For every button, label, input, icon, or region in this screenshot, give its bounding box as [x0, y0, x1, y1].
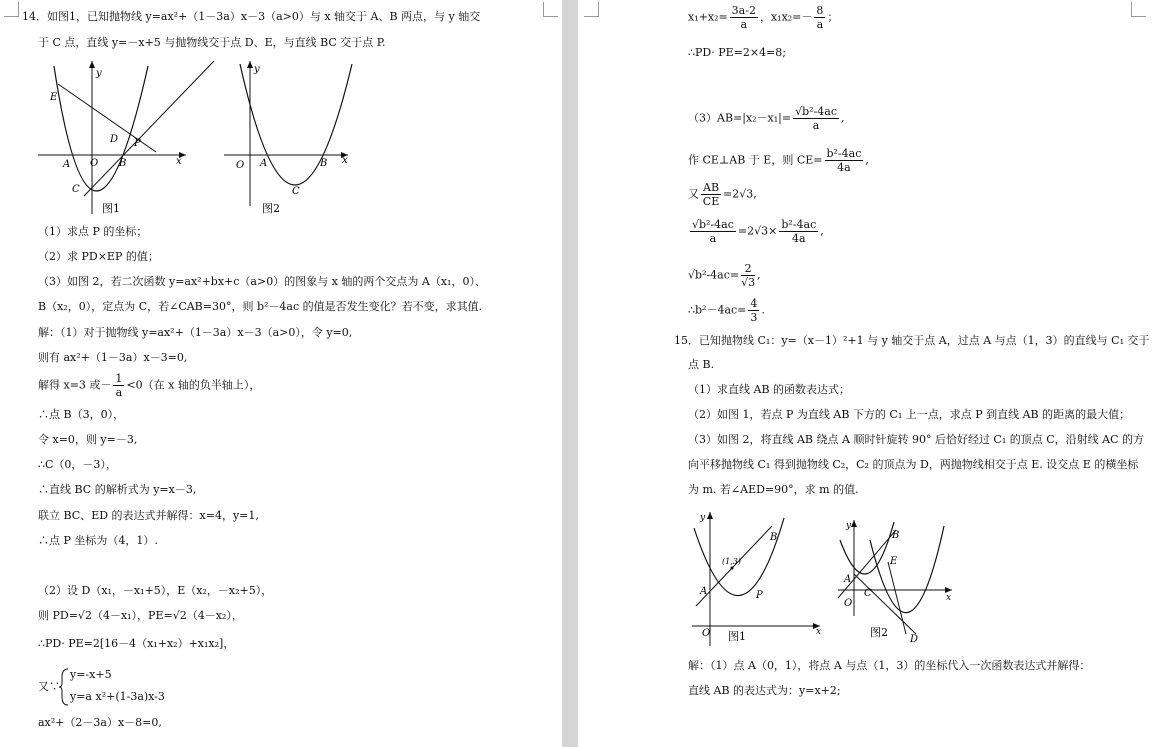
fig1-label: A	[63, 159, 71, 170]
solution-line: ∴点 P 坐标为（4，1）.	[38, 534, 158, 547]
numerator: √b²-4ac	[692, 218, 734, 231]
solution-line: 又∵	[38, 680, 60, 693]
figure-2	[222, 56, 362, 216]
q14-sub3a: （3）如图 2，若二次函数 y=ax²+bx+c（a>0）的图象与 x 轴的两个交点为 A（x₁，0）、	[38, 275, 486, 288]
fig1-label: y	[96, 68, 102, 79]
q15-sub3a: （3）如图 2，将直线 AB 绕点 A 顺时针旋转 90° 后恰好经过 C₁ 的顶点 C，沿射线 AC 的方	[688, 433, 1145, 446]
fig2-label: A	[260, 158, 268, 169]
numerator: 2	[741, 262, 755, 276]
denominator: 3	[750, 311, 758, 324]
fig1-label: x	[176, 156, 182, 167]
solution-line: ax²+（2－3a）x－8=0,	[38, 716, 162, 729]
q14-sub2: （2）求 PD×EP 的值；	[38, 250, 159, 263]
q15-line1: 15．已知抛物线 C₁：y=（x－1）²+1 与 y 轴交于点 A，过点 A 与点（1，3）的直线与 C₁ 交于	[674, 334, 1150, 347]
solution-line: ∴C（0，－3），	[38, 458, 117, 471]
figure-q15-1	[688, 508, 828, 648]
crop-mark	[543, 2, 558, 17]
answer-line	[688, 105, 845, 132]
q15-sub3b: 向平移抛物线 C₁ 得到抛物线 C₂，C₂ 的顶点为 D，两抛物线相交于点 E. 设交点 E 的横坐标	[688, 458, 1139, 471]
answer-line: 解：（1）点 A（0，1），将点 A 与点（1，3）的坐标代入一次函数表达式并解得：	[688, 659, 1091, 672]
text-run: =2√3×	[737, 224, 778, 238]
numerator: b²-4ac	[781, 218, 817, 231]
page-left	[0, 0, 562, 747]
q14-sub1: （1）求点 P 的坐标；	[38, 225, 148, 238]
solution-line: （2）设 D（x₁，－x₁+5），E（x₂，－x₂+5），	[38, 584, 273, 597]
numerator: b²-4ac	[826, 147, 862, 160]
q15-line2: 点 B.	[688, 358, 715, 371]
fig4-label: E	[890, 556, 898, 567]
solution-line: ∴直线 BC 的解析式为 y=x－3,	[38, 483, 197, 496]
fraction	[730, 4, 758, 31]
denominator: a	[816, 18, 824, 31]
answer-line	[688, 218, 824, 245]
crop-mark	[1131, 2, 1146, 17]
q15-sub3c: 为 m. 若∠AED=90°，求 m 的值.	[688, 483, 859, 496]
fig3-label: B	[770, 532, 778, 543]
fig1-label: E	[50, 92, 58, 103]
text-run: √b²-4ac=	[688, 268, 740, 282]
fig4-label: y	[846, 521, 852, 531]
solution-line: 则 PD=√2（4－x₁），PE=√2（4－x₂），	[38, 609, 243, 622]
text-run: 解得 x=3 或－	[38, 378, 112, 392]
text-run: ；	[827, 10, 839, 24]
figure-1	[36, 56, 226, 216]
fraction	[113, 372, 124, 399]
text-run: =2√3,	[723, 187, 757, 201]
fraction	[814, 4, 825, 31]
numerator: 4	[750, 297, 758, 310]
text-run: ,	[820, 224, 824, 238]
answer-line	[688, 262, 761, 289]
fraction	[825, 147, 864, 174]
answer-line	[688, 4, 838, 31]
q15-sub2: （2）如图 1，若点 P 为直线 AB 下方的 C₁ 上一点，求点 P 到直线 AB 的距离的最大值；	[688, 408, 1131, 421]
text-run: （3）AB=|x₂－x₁|=	[688, 111, 792, 125]
fig2-label: O	[236, 160, 245, 171]
fraction	[690, 218, 736, 245]
solution-line: ∴PD· PE=2[16－4（x₁+x₂）+x₁x₂]，	[38, 637, 235, 650]
denominator: a	[740, 18, 748, 31]
denominator: √3	[741, 276, 756, 289]
q14-line2: 于 C 点，直线 y=－x+5 与抛物线交于点 D、E，与直线 BC 交于点 P.	[38, 36, 386, 49]
crop-mark	[4, 2, 19, 17]
fig4-caption: 图2	[870, 626, 888, 639]
denominator: a	[709, 232, 717, 245]
fig2-label: C	[292, 186, 300, 197]
numerator: √b²-4ac	[795, 105, 838, 118]
fig2-label: y	[254, 64, 260, 75]
text-run: ，x₁x₂=－	[759, 10, 813, 24]
answer-line	[688, 297, 765, 324]
fig1-label: C	[72, 184, 80, 195]
q14-line1: 14．如图1，已知抛物线 y=ax²+（1－3a）x－3（a>0）与 x 轴交于 A、B 两点，与 y 轴交	[22, 10, 481, 23]
answer-line: ∴PD· PE=2×4=8;	[688, 46, 786, 59]
fig3-label: A	[700, 586, 708, 597]
fig1-label: D	[110, 134, 119, 145]
fig1-label: P	[134, 138, 141, 149]
denominator: 4a	[792, 232, 806, 245]
brace-icon	[58, 667, 70, 707]
denominator: CE	[702, 195, 720, 208]
fig3-label: P	[756, 590, 763, 601]
fig3-label: y	[700, 513, 706, 523]
fraction	[779, 218, 818, 245]
solution-line: 令 x=0，则 y=－3,	[38, 433, 138, 446]
fraction	[748, 297, 759, 324]
text-run: 又	[688, 187, 699, 201]
solution-line: 则有 ax²+（1－3a）x－3=0,	[38, 351, 188, 364]
fig3-label: x	[816, 627, 822, 637]
fig4-label: C	[864, 588, 872, 599]
page-gutter	[562, 0, 578, 747]
fig3-label: (1,3)	[722, 557, 741, 566]
text-run: ,	[841, 111, 845, 125]
denominator: a	[115, 386, 123, 399]
answer-line	[688, 147, 869, 174]
fig2-label: B	[320, 158, 328, 169]
text-run: 作 CE⊥AB 于 E，则 CE=	[688, 153, 823, 167]
numerator: AB	[703, 181, 720, 194]
solution-line: 解：（1）对于抛物线 y=ax²+（1－3a）x－3（a>0），令 y=0,	[38, 326, 353, 339]
denominator: 4a	[837, 161, 851, 174]
fraction	[741, 262, 755, 289]
figure-q15-2	[834, 516, 964, 648]
fig1-label: B	[119, 158, 127, 169]
text-run: ,	[865, 153, 869, 167]
fig3-caption: 图1	[728, 630, 746, 643]
text-run: ,	[757, 268, 761, 282]
answer-line	[688, 181, 757, 208]
q14-sub3b: B（x₂，0），定点为 C，若∠CAB=30°，则 b²－4ac 的值是否发生变化？若不变，求其值.	[38, 300, 483, 313]
fig2-label: x	[342, 155, 348, 166]
page-right	[578, 0, 1152, 747]
fig4-label: O	[844, 598, 853, 609]
fig4-label: B	[892, 530, 900, 541]
fraction	[793, 105, 839, 132]
fig4-label: D	[910, 634, 919, 645]
fraction	[701, 181, 721, 208]
fig2-caption: 图2	[262, 202, 280, 215]
fig3-label: O	[702, 628, 711, 639]
text-run: .	[761, 303, 765, 317]
fig4-label: A	[844, 574, 852, 585]
system-eq2: y=a x²+(1-3a)x-3	[70, 690, 165, 703]
system-eq1: y=-x+5	[70, 668, 112, 681]
solution-line	[38, 372, 260, 399]
q15-sub1: （1）求直线 AB 的函数表达式；	[688, 383, 851, 396]
numerator: 3a-2	[731, 4, 756, 17]
numerator: 8	[816, 4, 824, 17]
text-run: ∴b²－4ac=	[688, 303, 747, 317]
answer-line: 直线 AB 的表达式为：y=x+2;	[688, 684, 841, 697]
numerator: 1	[115, 372, 123, 385]
text-run: <0（在 x 轴的负半轴上），	[126, 378, 261, 392]
denominator: a	[812, 119, 820, 132]
text-run: x₁+x₂=	[688, 10, 728, 24]
fig1-caption: 图1	[102, 202, 120, 215]
fig4-label: x	[946, 593, 952, 603]
fig1-label: O	[90, 158, 99, 169]
crop-mark	[584, 2, 599, 17]
solution-line: 联立 BC、ED 的表达式并解得：x=4，y=1,	[38, 509, 259, 522]
solution-line: ∴点 B（3，0），	[38, 408, 125, 421]
